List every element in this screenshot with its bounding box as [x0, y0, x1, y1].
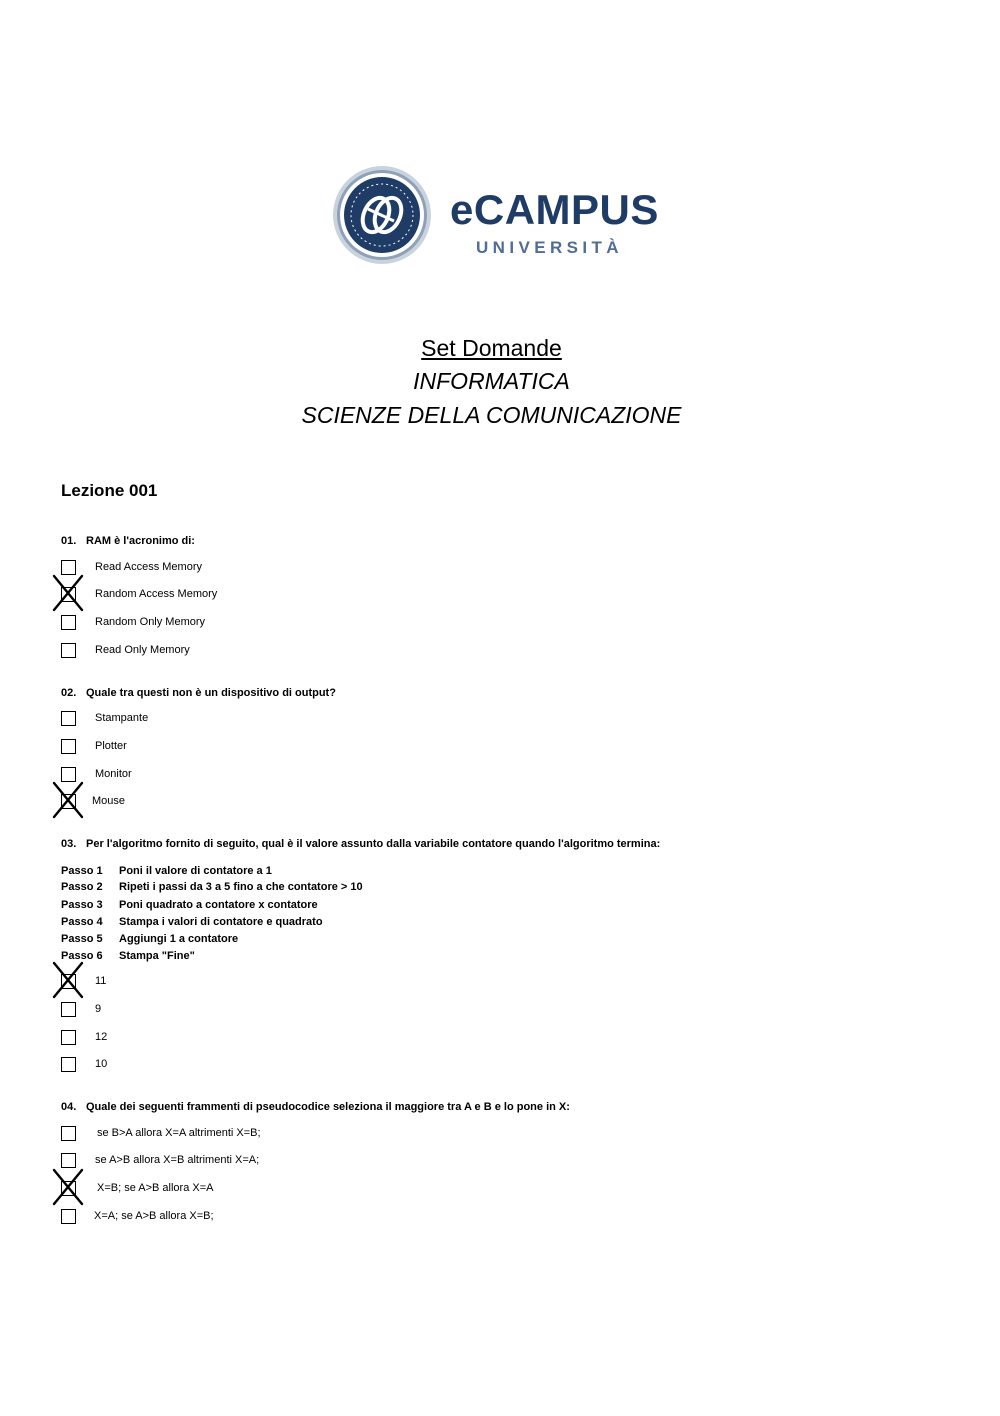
answer-label: Read Access Memory [95, 561, 202, 573]
answer-label: X=B; se A>B allora X=A [97, 1182, 214, 1194]
answer-label: Monitor [95, 768, 132, 780]
cross-mark-icon [52, 574, 84, 612]
set-title: Set Domande [421, 335, 562, 361]
checkbox[interactable] [61, 767, 76, 782]
cross-mark-icon [52, 781, 84, 819]
question-number: 01. [61, 535, 77, 547]
step-text: Poni il valore di contatore a 1 [119, 865, 272, 877]
checkbox[interactable] [61, 739, 76, 754]
step-text: Ripeti i passi da 3 a 5 fino a che contatore > 10 [119, 881, 363, 893]
step-text: Stampa "Fine" [119, 950, 195, 962]
step-text: Aggiungi 1 a contatore [119, 933, 239, 945]
answer-label: 10 [95, 1058, 108, 1070]
answer-label: 11 [95, 975, 107, 987]
step-text: Stampa i valori di contatore e quadrato [119, 916, 323, 928]
answer-label: Stampante [95, 712, 149, 724]
checkbox[interactable] [61, 1002, 76, 1017]
question-number: 03. [61, 838, 77, 850]
question-text: RAM è l'acronimo di: [86, 535, 195, 547]
question-text: Per l'algoritmo fornito di seguito, qual è il valore assunto dalla variabile contatore quando l'algoritmo termina: [86, 838, 661, 850]
answer-label: Mouse [92, 795, 126, 807]
step-name: Passo 5 [61, 933, 103, 945]
answer-label: X=A; se A>B allora X=B; [94, 1210, 214, 1222]
logo-tagline: UNIVERSITÀ [476, 238, 623, 257]
checkbox[interactable] [61, 1126, 76, 1141]
answer-label: se A>B allora X=B altrimenti X=A; [95, 1154, 260, 1166]
step-text: Poni quadrato a contatore x contatore [119, 899, 318, 911]
answer-label: 12 [95, 1031, 108, 1043]
checkbox[interactable] [61, 711, 76, 726]
answer-label: Random Access Memory [95, 588, 218, 600]
step-name: Passo 4 [61, 916, 103, 928]
checkbox[interactable] [61, 1209, 76, 1224]
answer-label: Plotter [95, 740, 127, 752]
step-name: Passo 3 [61, 899, 103, 911]
checkbox[interactable] [61, 615, 76, 630]
answer-label: 9 [95, 1003, 102, 1015]
checkbox[interactable] [61, 1153, 76, 1168]
question-text: Quale dei seguenti frammenti di pseudocodice seleziona il maggiore tra A e B e lo pone in X: [86, 1101, 570, 1113]
checkbox[interactable] [61, 1057, 76, 1072]
answer-label: Random Only Memory [95, 616, 206, 628]
checkbox[interactable] [61, 1030, 76, 1045]
lesson-heading: Lezione 001 [61, 481, 158, 500]
algorithm-step [61, 865, 272, 877]
university-seal-icon [332, 165, 432, 265]
answer-label: Read Only Memory [95, 644, 190, 656]
step-name: Passo 1 [61, 865, 103, 877]
answer-label: se B>A allora X=A altrimenti X=B; [97, 1127, 261, 1139]
question-04 [61, 1101, 570, 1113]
cross-mark-icon [52, 1168, 84, 1206]
checkbox[interactable] [61, 560, 76, 575]
question-number: 02. [61, 687, 77, 699]
question-number: 04. [61, 1101, 77, 1113]
algorithm-step [61, 881, 363, 893]
step-name: Passo 2 [61, 881, 103, 893]
algorithm-step [61, 933, 238, 945]
ecampus-logo [332, 165, 672, 265]
question-02 [61, 687, 336, 699]
subject-title: INFORMATICA [413, 368, 570, 394]
question-03 [61, 838, 660, 850]
algorithm-step [61, 916, 323, 928]
cross-mark-icon [52, 961, 84, 999]
course-title: SCIENZE DELLA COMUNICAZIONE [301, 402, 682, 428]
question-text: Quale tra questi non è un dispositivo di output? [86, 687, 336, 699]
checkbox[interactable] [61, 643, 76, 658]
algorithm-step [61, 899, 318, 911]
question-01 [61, 535, 195, 547]
logo-wordmark: eCAMPUS [450, 186, 659, 233]
step-name: Passo 6 [61, 950, 103, 962]
